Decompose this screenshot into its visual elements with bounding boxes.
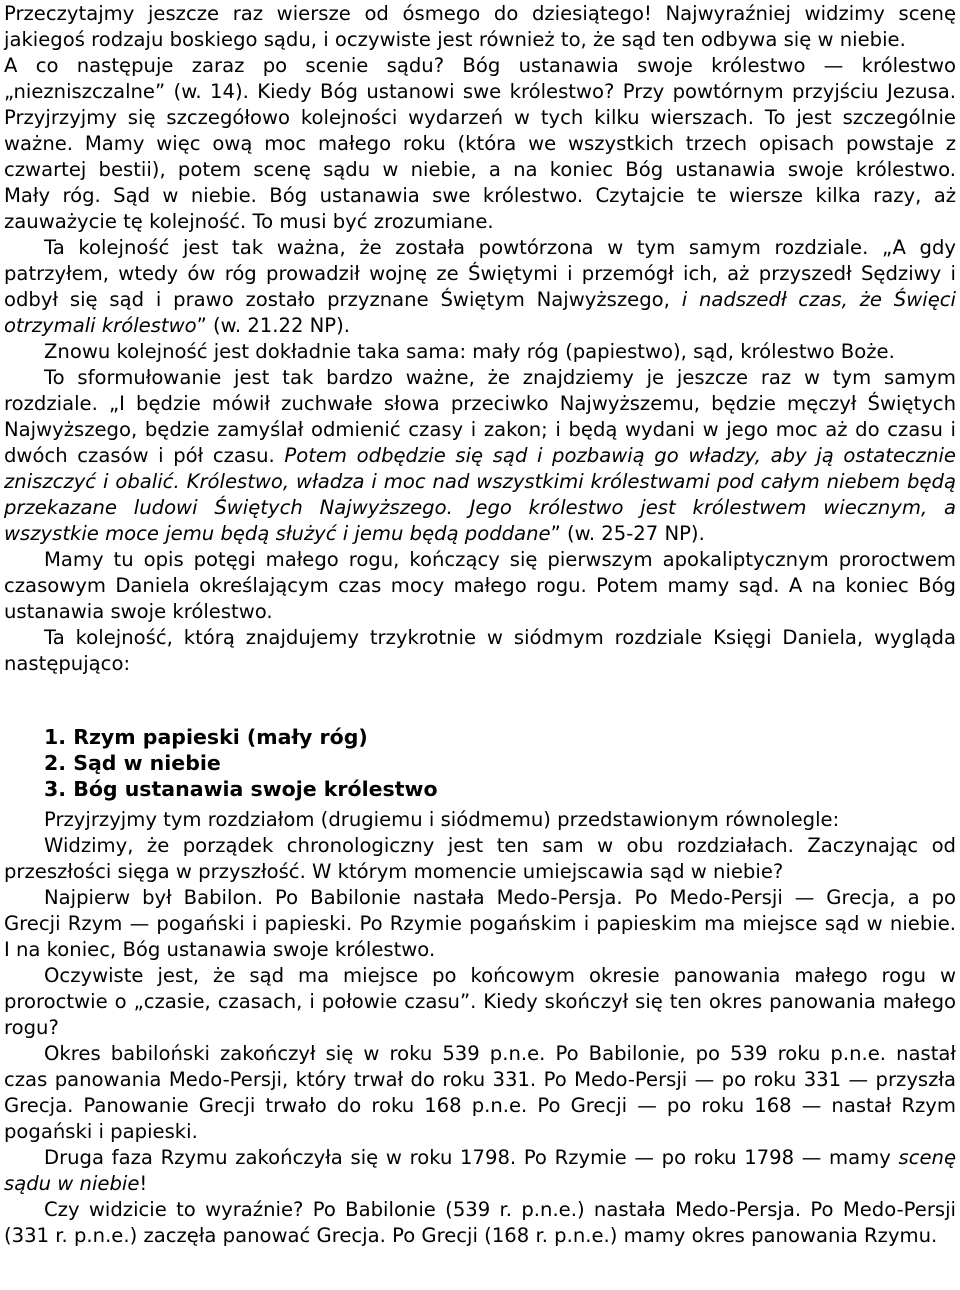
text-line bbox=[4, 1144, 956, 1171]
text-run: następująco: bbox=[4, 652, 131, 675]
text-run: Znowu kolejność jest dokładnie taka sama: mały róg (papiestwo), sąd, królestwo Boże. bbox=[44, 340, 895, 363]
text-line bbox=[4, 884, 956, 911]
text-run: proroctwie o „czasie, czasach, i połowie czasu”. Kiedy skończył się ten okres panowania małego bbox=[4, 990, 956, 1013]
text-line bbox=[4, 988, 956, 1015]
text-run: ważne. Mamy więc ową moc małego roku (która we wszystkich trzech opisach powstaje z bbox=[4, 132, 956, 155]
italic-text: sądu w niebie bbox=[4, 1172, 140, 1195]
text-line bbox=[4, 494, 956, 521]
text-line bbox=[4, 598, 956, 625]
text-line bbox=[4, 234, 956, 261]
text-line bbox=[4, 806, 956, 833]
text-run: przeszłości sięga w przyszłość. W którym momencie umiejscawia sąd w niebie? bbox=[4, 860, 784, 883]
text-run: dwóch czasów i pół czasu. bbox=[4, 444, 285, 467]
text-line bbox=[4, 962, 956, 989]
text-line bbox=[4, 520, 956, 547]
list-item: 1. Rzym papieski (mały róg) bbox=[44, 725, 368, 749]
text-run: A co następuje zaraz po scenie sądu? Bóg ustanawia swoje królestwo — królestwo bbox=[4, 54, 956, 77]
text-line bbox=[4, 78, 956, 105]
italic-text: Potem odbędzie się sąd i pozbawią go władzy, aby ją ostatecznie bbox=[284, 444, 956, 467]
list-item: 2. Sąd w niebie bbox=[44, 751, 221, 775]
text-run: jakiegoś rodzaju boskiego sądu, i oczywiste jest również to, że sąd ten odbywa się w niebie. bbox=[4, 28, 906, 51]
text-run: ” (w. 21.22 NP). bbox=[196, 314, 350, 337]
italic-text: przekazane ludowi Świętych Najwyższego. Jego królestwo jest królestwem wiecznym, a bbox=[4, 496, 956, 519]
text-line bbox=[4, 1196, 956, 1223]
text-run: I na koniec, Bóg ustanawia swoje królestwo. bbox=[4, 938, 436, 961]
text-run: pogański i papieski. bbox=[4, 1120, 198, 1143]
text-line bbox=[4, 338, 956, 365]
text-line bbox=[4, 156, 956, 183]
text-line bbox=[4, 390, 956, 417]
text-run: Najwyższego, będzie zamyślał odmienić czasy i zakon; i będą wydani w jego moc aż do czasu i bbox=[4, 418, 956, 441]
italic-text: otrzymali królestwo bbox=[4, 314, 197, 337]
text-run: Przyjrzyjmy tym rozdziałom (drugiemu i siódmemu) przedstawionym równolegle: bbox=[44, 808, 840, 831]
text-line bbox=[4, 624, 956, 651]
text-run: Okres babiloński zakończył się w roku 539 p.n.e. Po Babilonie, po 539 roku p.n.e. nastał bbox=[44, 1042, 956, 1065]
text-run: ustanawia swoje królestwo. bbox=[4, 600, 273, 623]
italic-text: scenę bbox=[898, 1146, 956, 1169]
text-run: ! bbox=[139, 1172, 148, 1195]
text-line bbox=[4, 364, 956, 391]
text-run: czasowym Daniela określającym czas mocy małego rogu. Potem mamy sąd. A na koniec Bóg bbox=[4, 574, 956, 597]
text-run: Mały róg. Sąd w niebie. Bóg ustanawia swe królestwo. Czytajcie te wiersze kilka razy, aż bbox=[4, 184, 956, 207]
italic-text: wszystkie moce jemu będą służyć i jemu będą poddane bbox=[4, 522, 551, 545]
text-run: Czy widzicie to wyraźnie? Po Babilonie (539 r. p.n.e.) nastała Medo-Persja. Po Medo-Persji bbox=[44, 1198, 956, 1221]
text-line bbox=[4, 208, 956, 235]
text-run: Przyjrzyjmy się szczegółowo kolejności wydarzeń w tych kilku wierszach. To jest szczególnie bbox=[4, 106, 956, 129]
text-line bbox=[4, 442, 956, 469]
text-run: Najpierw był Babilon. Po Babilonie nastała Medo-Persja. Po Medo-Persji — Grecja, a po bbox=[44, 886, 956, 909]
text-run: Druga faza Rzymu zakończyła się w roku 1798. Po Rzymie — po roku 1798 — mamy bbox=[44, 1146, 899, 1169]
text-line bbox=[4, 1118, 956, 1145]
text-run: Widzimy, że porządek chronologiczny jest ten sam w obu rozdziałach. Zaczynając od bbox=[44, 834, 956, 857]
text-line bbox=[4, 130, 956, 157]
text-run: Ta kolejność jest tak ważna, że została powtórzona w tym samym rozdziale. „A gdy bbox=[44, 236, 956, 259]
text-line bbox=[4, 910, 956, 937]
text-line bbox=[4, 416, 956, 443]
text-run: patrzyłem, wtedy ów róg prowadził wojnę ze Świętymi i przemógł ich, aż przyszedł Sędziwy i bbox=[4, 262, 956, 285]
text-line bbox=[4, 286, 956, 313]
text-run: To sformułowanie jest tak bardzo ważne, że znajdziemy je jeszcze raz w tym samym bbox=[44, 366, 956, 389]
text-line bbox=[4, 1040, 956, 1067]
italic-text: i nadszedł czas, że Święci bbox=[681, 288, 956, 311]
text-run: Grecja. Panowanie Grecji trwało do roku 168 p.n.e. Po Grecji — po roku 168 — nastał Rzym bbox=[4, 1094, 956, 1117]
text-run: zauważycie tę kolejność. To musi być zrozumiane. bbox=[4, 210, 494, 233]
text-line bbox=[4, 572, 956, 599]
text-run: Przeczytajmy jeszcze raz wiersze od ósmego do dziesiątego! Najwyraźniej widzimy scenę bbox=[4, 2, 956, 25]
text-run: Ta kolejność, którą znajdujemy trzykrotnie w siódmym rozdziale Księgi Daniela, wygląda bbox=[44, 626, 956, 649]
text-line bbox=[4, 260, 956, 287]
text-run: „niezniszczalne” (w. 14). Kiedy Bóg ustanowi swe królestwo? Przy powtórnym przyjściu Jezusa. bbox=[4, 80, 956, 103]
text-line bbox=[4, 1014, 956, 1041]
list-item: 3. Bóg ustanawia swoje królestwo bbox=[44, 777, 438, 801]
text-line bbox=[4, 182, 956, 209]
text-line bbox=[4, 650, 956, 677]
text-line bbox=[4, 1222, 956, 1249]
text-line bbox=[4, 832, 956, 859]
text-line bbox=[4, 1170, 956, 1197]
text-line bbox=[4, 546, 956, 573]
text-run: czas panowania Medo-Persji, który trwał do roku 331. Po Medo-Persji — po roku 331 — przyszła bbox=[4, 1068, 956, 1091]
text-line bbox=[4, 104, 956, 131]
text-run: Mamy tu opis potęgi małego rogu, kończący się pierwszym apokaliptycznym proroctwem bbox=[44, 548, 956, 571]
text-line bbox=[4, 1092, 956, 1119]
text-line bbox=[4, 468, 956, 495]
italic-text: zniszczyć i obalić. Królestwo, władza i moc nad wszystkimi królestwami pod całym niebem będą bbox=[4, 470, 956, 493]
text-line bbox=[4, 1066, 956, 1093]
text-run: odbył się sąd i prawo zostało przyznane Świętym Najwyższego, bbox=[4, 288, 682, 311]
text-line bbox=[4, 52, 956, 79]
text-line bbox=[4, 26, 956, 53]
text-line bbox=[4, 0, 956, 27]
text-run: ” (w. 25-27 NP). bbox=[550, 522, 705, 545]
text-line bbox=[4, 936, 956, 963]
text-line bbox=[4, 858, 956, 885]
text-run: czwartej bestii), potem scenę sądu w niebie, a na koniec Bóg ustanawia swoje królestwo. bbox=[4, 158, 956, 181]
text-run: rozdziale. „I będzie mówił zuchwałe słowa przeciwko Najwyższemu, będzie męczył Świętych bbox=[4, 392, 956, 415]
text-run: Oczywiste jest, że sąd ma miejsce po końcowym okresie panowania małego rogu w bbox=[44, 964, 956, 987]
text-run: (331 r. p.n.e.) zaczęła panować Grecja. Po Grecji (168 r. p.n.e.) mamy okres panowania Rzymu. bbox=[4, 1224, 938, 1247]
text-line bbox=[4, 312, 956, 339]
text-run: Grecji Rzym — pogański i papieski. Po Rzymie pogańskim i papieskim ma miejsce sąd w niebie. bbox=[4, 912, 956, 935]
text-run: rogu? bbox=[4, 1016, 59, 1039]
